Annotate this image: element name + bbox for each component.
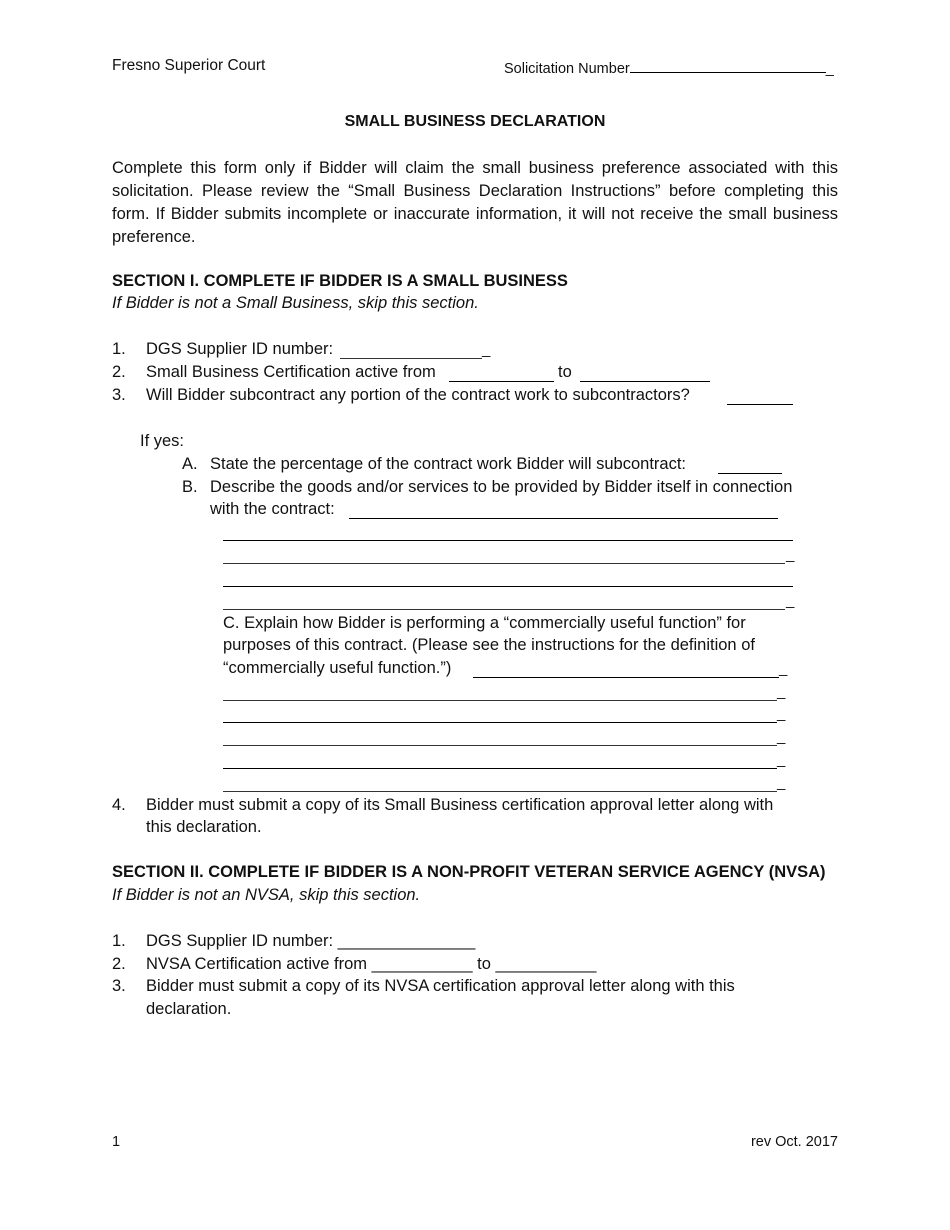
subcontract-answer-field[interactable]: [727, 404, 793, 405]
goods-services-line[interactable]: [223, 586, 793, 587]
commercially-useful-label-line3: “commercially useful function.”): [223, 659, 452, 677]
sub-item-label-a: A.: [182, 455, 198, 473]
underscore: _: [777, 774, 786, 791]
item-number: 2.: [112, 363, 126, 381]
page-title: SMALL BUSINESS DECLARATION: [344, 113, 606, 130]
solicitation-label: Solicitation Number: [504, 61, 630, 77]
nvsa-certification-dates[interactable]: NVSA Certification active from ___________ to ___________: [146, 955, 597, 973]
solicitation-number-field[interactable]: Solicitation Number _: [504, 58, 834, 77]
commercially-useful-line[interactable]: [223, 700, 777, 701]
item-number: 4.: [112, 796, 126, 814]
section1-note: If Bidder is not a Small Business, skip this section.: [112, 294, 479, 312]
certification-active-label: Small Business Certification active from: [146, 363, 436, 381]
commercially-useful-line[interactable]: [223, 791, 777, 792]
to-label: to: [558, 363, 572, 381]
goods-services-line[interactable]: [223, 563, 785, 564]
if-yes-label: If yes:: [140, 432, 185, 450]
underscore: _: [786, 546, 795, 563]
subcontract-question: Will Bidder subcontract any portion of the contract work to subcontractors?: [146, 386, 690, 404]
intro-paragraph: Complete this form only if Bidder will claim the small business preference associated with this solicitation. Please review the “Small Business Declaration Instructions” before completing this form. If Bidder submits incomplete or inaccurate information, it will not receive the small business preference.: [112, 159, 838, 246]
page-number: 1: [112, 1134, 121, 1150]
commercially-useful-field[interactable]: [473, 677, 779, 678]
underscore: _: [777, 728, 786, 745]
underscore: _: [777, 705, 786, 722]
commercially-useful-line[interactable]: [223, 745, 777, 746]
goods-services-line[interactable]: [223, 540, 793, 541]
court-name: Fresno Superior Court: [112, 57, 266, 74]
revision-date: rev Oct. 2017: [750, 1134, 838, 1150]
underscore: _: [482, 341, 491, 358]
section2-heading: SECTION II. COMPLETE IF BIDDER IS A NON-PROFIT VETERAN SERVICE AGENCY (NVSA): [112, 863, 826, 881]
solicitation-value[interactable]: [630, 58, 826, 73]
goods-services-label-line1: Describe the goods and/or services to be provided by Bidder itself in connection: [210, 478, 793, 496]
underscore: _: [777, 751, 786, 768]
nvsa-letter-line1: Bidder must submit a copy of its NVSA certification approval letter along with this: [146, 977, 735, 995]
underscore: _: [777, 683, 786, 700]
commercially-useful-line[interactable]: [223, 768, 777, 769]
item-number: 2.: [112, 955, 126, 973]
subcontract-percentage-label: State the percentage of the contract work Bidder will subcontract:: [210, 455, 687, 473]
certification-letter-line2: this declaration.: [146, 818, 262, 836]
sub-item-label-b: B.: [182, 478, 198, 496]
commercially-useful-line[interactable]: [223, 722, 777, 723]
goods-services-field[interactable]: [349, 518, 778, 519]
certification-from-field[interactable]: [449, 381, 554, 382]
item-number: 3.: [112, 386, 126, 404]
underscore: _: [786, 592, 795, 609]
certification-letter-line1: Bidder must submit a copy of its Small Business certification approval letter along with: [146, 796, 774, 814]
subcontract-percentage-field[interactable]: [718, 473, 782, 474]
section1-heading: SECTION I. COMPLETE IF BIDDER IS A SMALL BUSINESS: [112, 272, 568, 290]
commercially-useful-label-line1: C. Explain how Bidder is performing a “commercially useful function” for: [223, 614, 746, 632]
nvsa-supplier-id[interactable]: DGS Supplier ID number: _______________: [146, 932, 476, 950]
commercially-useful-label-line2: purposes of this contract. (Please see the instructions for the definition of: [223, 636, 755, 654]
goods-services-line[interactable]: [223, 609, 785, 610]
section2-note: If Bidder is not an NVSA, skip this section.: [112, 886, 421, 904]
item-number: 1.: [112, 932, 126, 950]
nvsa-letter-line2: declaration.: [146, 1000, 232, 1018]
goods-services-label-line2: with the contract:: [210, 500, 335, 518]
supplier-id-label: DGS Supplier ID number:: [146, 340, 334, 358]
underscore: _: [779, 660, 788, 677]
item-number: 3.: [112, 977, 126, 995]
supplier-id-field[interactable]: [340, 358, 482, 359]
item-number: 1.: [112, 340, 126, 358]
certification-to-field[interactable]: [580, 381, 710, 382]
